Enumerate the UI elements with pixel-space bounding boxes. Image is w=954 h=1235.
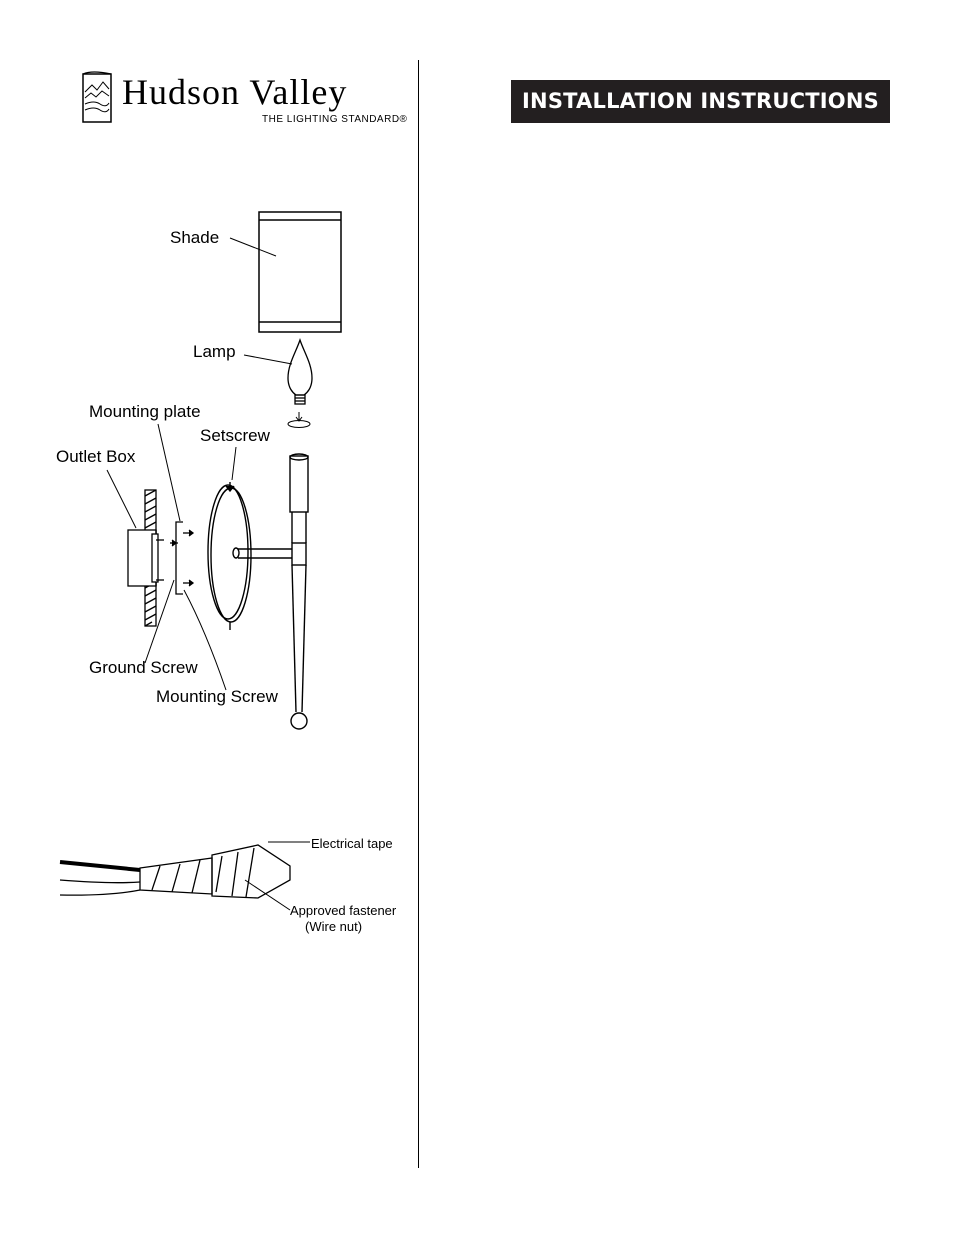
electrical-tape-label: Electrical tape: [311, 836, 393, 851]
rotate-arrow-icon: [288, 412, 310, 428]
backplate-drawing: [208, 482, 251, 630]
ground-screw-label: Ground Screw: [89, 658, 198, 677]
approved-fastener-label: Approved fastener: [290, 903, 397, 918]
shade-drawing: [259, 212, 341, 332]
brand-name: Hudson Valley: [122, 72, 348, 112]
mounting-screw-label: Mounting Screw: [156, 687, 278, 706]
wire-splice-drawing: [60, 845, 290, 898]
lamp-drawing: [288, 340, 312, 404]
outlet-box-drawing: [128, 490, 164, 626]
shade-label: Shade: [170, 228, 220, 247]
wire-nut-label: (Wire nut): [305, 919, 363, 934]
lamp-label: Lamp: [193, 342, 236, 361]
outlet-box-label: Outlet Box: [56, 447, 136, 466]
mounting-plate-drawing: [170, 522, 193, 594]
brand-tagline: THE LIGHTING STANDARD®: [262, 114, 408, 125]
mounting-plate-label: Mounting plate: [89, 402, 201, 421]
installation-instructions-banner: INSTALLATION INSTRUCTIONS: [511, 80, 890, 123]
setscrew-label: Setscrew: [200, 426, 270, 445]
